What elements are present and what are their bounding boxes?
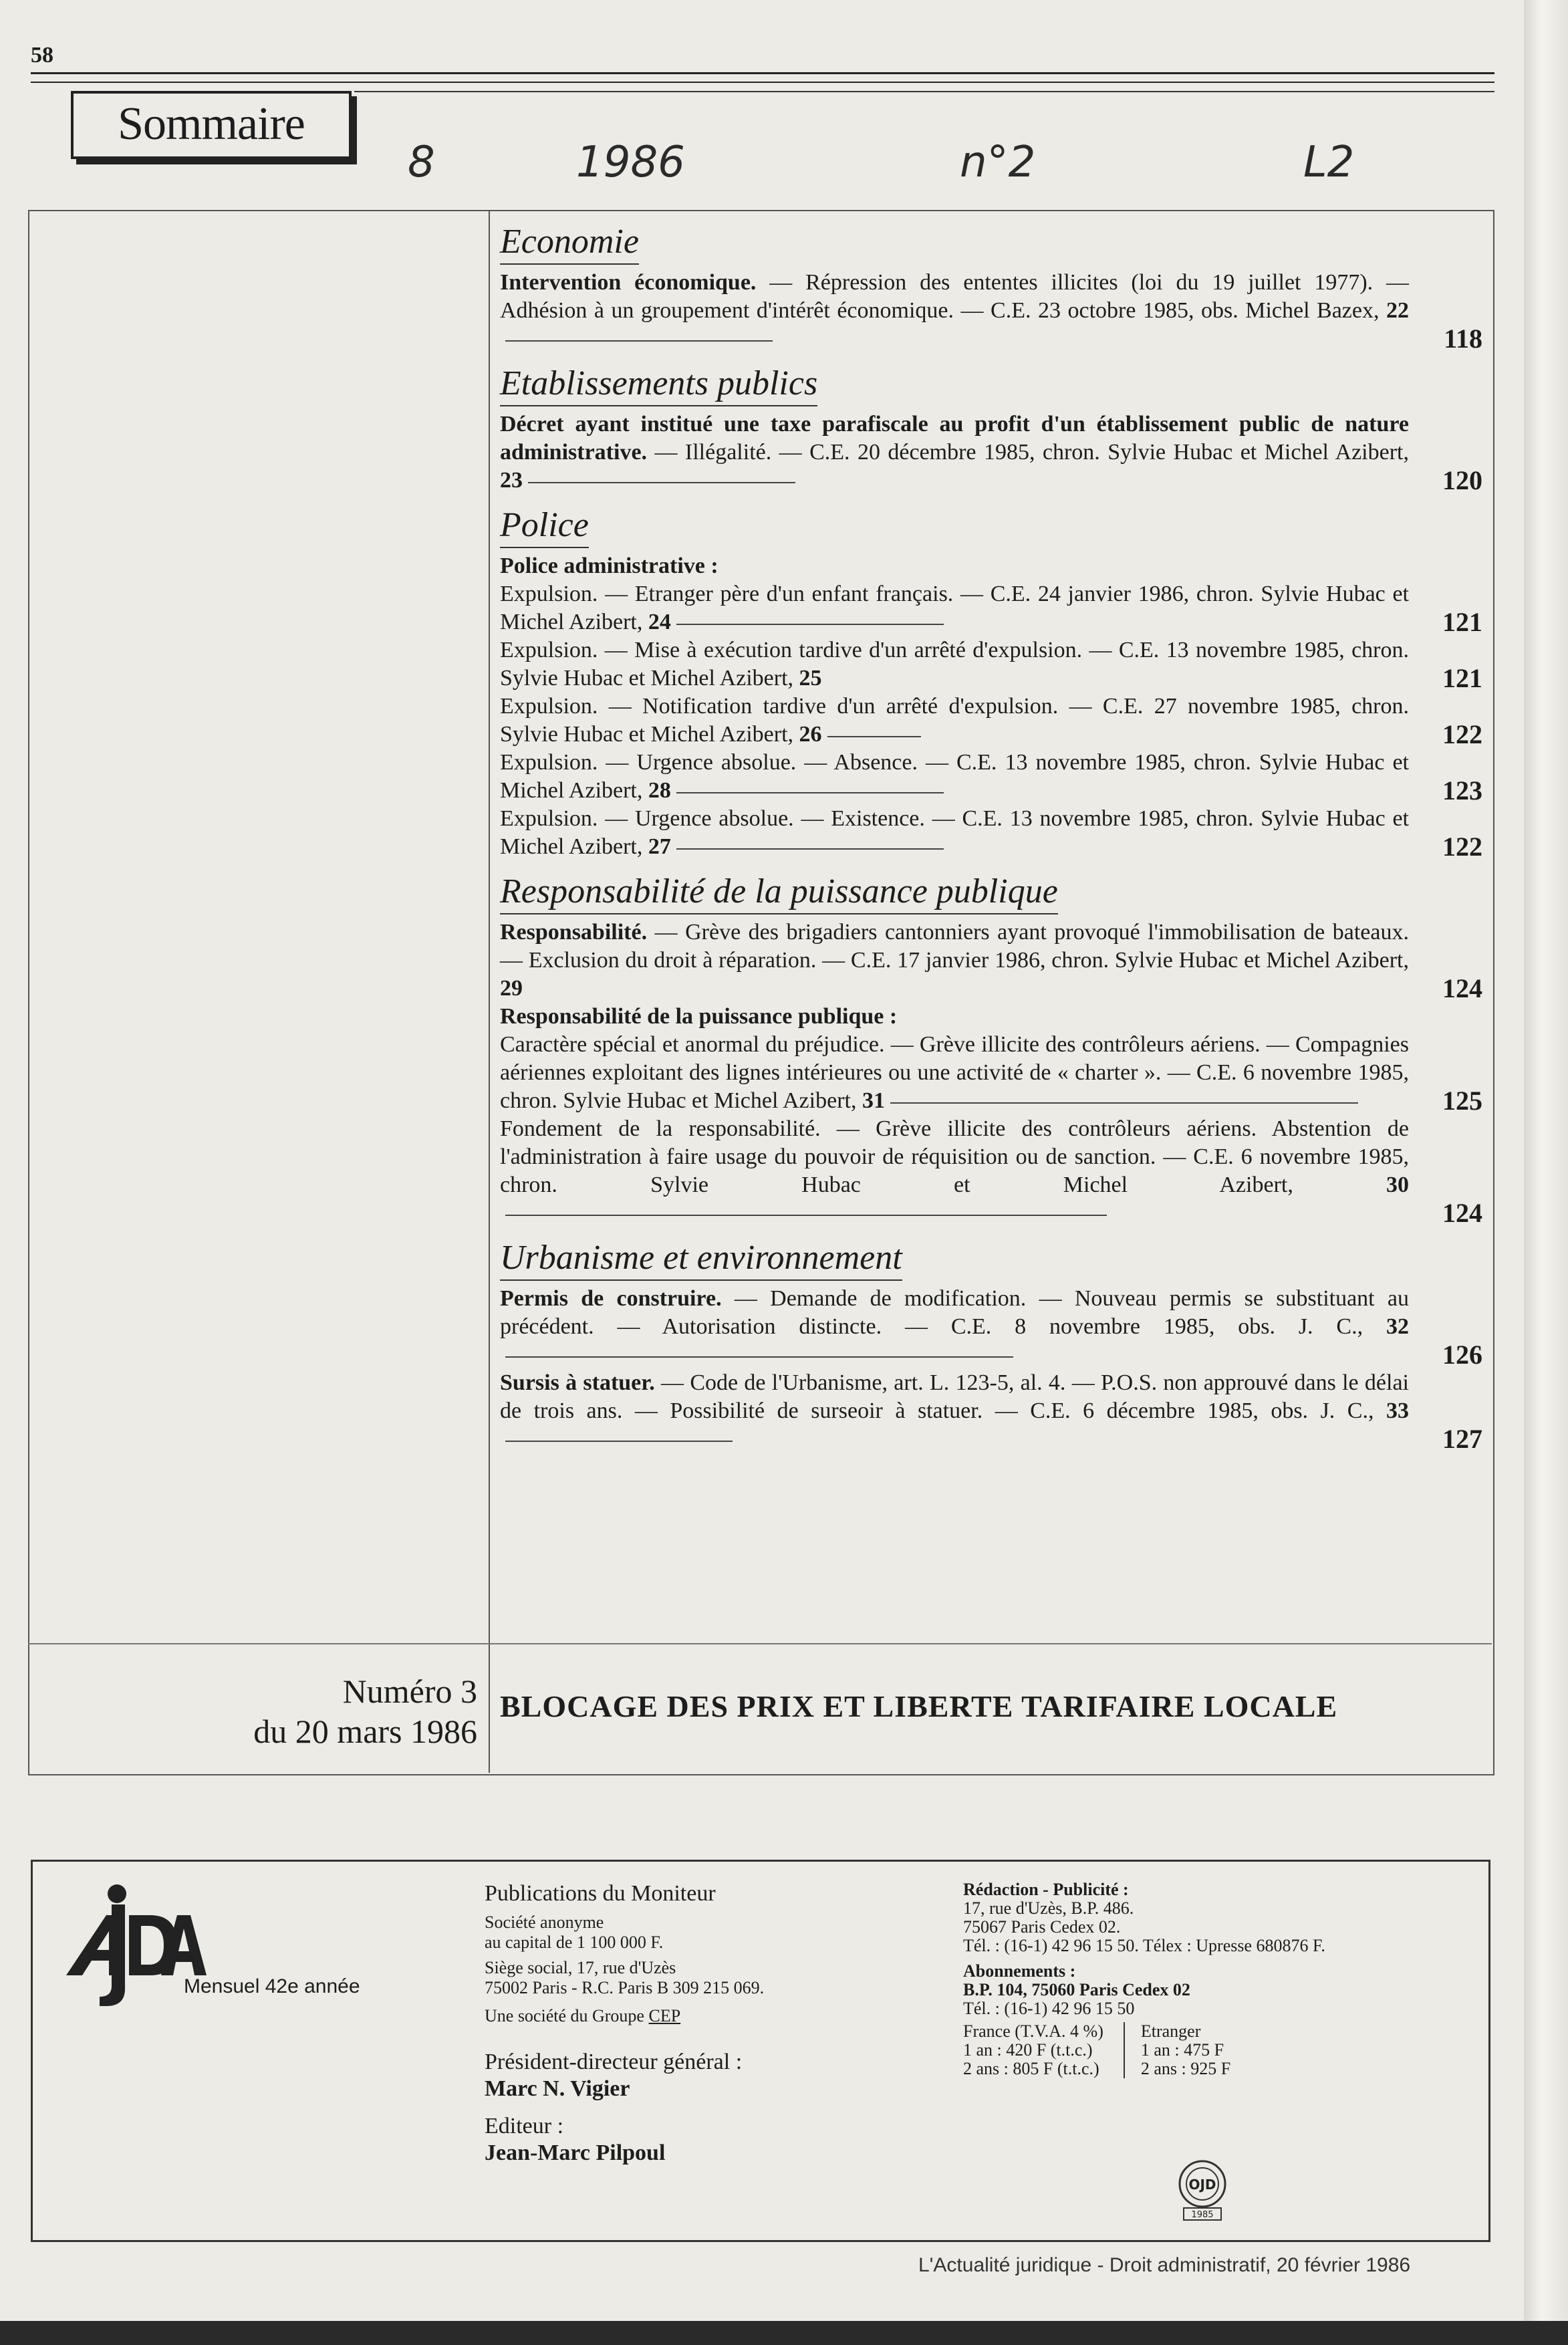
section-title: Responsabilité de la puissance publique [500,870,1058,914]
svg-text:OJD: OJD [1188,2177,1216,2193]
header-rule [31,72,1494,74]
etranger-price-2: 2 ans : 925 F [1140,2059,1231,2078]
toc-entry[interactable]: Expulsion. — Urgence absolue. — Absence. — C.E. 13 novembre 1985, chron. Sylvie Hubac et Michel Azibert, 28 123 [500,750,1482,806]
toc-entry[interactable]: Caractère spécial et anormal du préjudice. — Grève illicite des contrôleurs aériens. — Compagnies aériennes exploitant des lignes intérieures ou une activité de « charter ». — C.E. 6 novembre 1985, chron. Sylvie Hubac et Michel Azibert, 31 125 [500,1032,1482,1116]
pdg-name: Marc N. Vigier [485,2076,630,2101]
page-ref: 126 [1442,1340,1482,1370]
redaction-address: 17, rue d'Uzès, B.P. 486. [963,1898,1134,1918]
abonnements-title: Abonnements : [963,1961,1076,1981]
table-of-contents [500,221,1482,1463]
page-footer: L'Actualité juridique - Droit administratif, 20 février 1986 [918,2254,1411,2276]
company-type: Société anonyme [485,1912,604,1932]
subheading: Responsabilité de la puissance publique : [500,1004,898,1029]
page-ref: 118 [1444,324,1482,354]
section-police [500,504,1482,861]
section-title: Urbanisme et environnement [500,1237,902,1281]
page-ref: 127 [1442,1424,1482,1454]
frequency-label: Mensuel 42e année [184,1975,360,1997]
issue-number: Numéro 3 [342,1673,477,1710]
company-capital: au capital de 1 100 000 F. [485,1933,664,1952]
registered-office: Siège social, 17, rue d'Uzès [485,1958,676,1977]
groupe-line: Une société du Groupe CEP [485,2006,681,2025]
column-divider [489,210,490,1773]
colophon [31,1860,1490,2242]
subheading: Police administrative : [500,553,718,578]
toc-entry[interactable]: Sursis à statuer. — Code de l'Urbanisme, art. L. 123-5, al. 4. — P.O.S. non approuvé dans le délai de trois ans. — Possibilité de surseoir à statuer. — C.E. 6 décembre 1985, obs. J. C., 33 127 [500,1370,1482,1454]
page-ref: 121 [1442,663,1482,693]
section-responsabilite [500,870,1482,1227]
page-ref: 123 [1442,775,1482,806]
issue-date: du 20 mars 1986 [253,1713,477,1750]
section-economie [500,221,1482,353]
abonnements-phone: Tél. : (16-1) 42 96 15 50 [963,1999,1135,2018]
page-edge [1524,0,1568,2345]
editeur-label: Editeur : [485,2114,564,2138]
etranger-price-1: 1 an : 475 F [1140,2040,1224,2060]
section-title: Police [500,504,589,548]
section-urbanisme [500,1237,1482,1453]
page-ref: 125 [1442,1086,1482,1116]
handwritten-note: 1986 [576,138,685,187]
svg-text:1985: 1985 [1191,2210,1214,2220]
contact-info [963,1880,1484,2078]
etranger-title: Etranger [1140,2021,1201,2041]
handwritten-note: 8 [408,138,435,187]
section-title: Economie [500,221,639,265]
toc-entry[interactable]: Expulsion. — Etranger père d'un enfant français. — C.E. 24 janvier 1986, chron. Sylvie Hubac et Michel Azibert, 24 121 [500,582,1482,637]
registered-office-2: 75002 Paris - R.C. Paris B 309 215 069. [485,1978,765,1997]
next-issue-title: BLOCAGE DES PRIX ET LIBERTE TARIFAIRE LOCALE [500,1689,1338,1723]
toc-entry[interactable]: Responsabilité. — Grève des brigadiers cantonniers ayant provoqué l'immobilisation de bateaux. — Exclusion du droit à réparation. — C.E. 17 janvier 1986, chron. Sylvie Hubac et Michel Azibert, 29 124 [500,920,1482,1003]
next-issue [160,1671,477,1751]
toc-entry[interactable]: Décret ayant institué une taxe parafiscale au profit d'un établissement public de nature administrative. — Illégalité. — C.E. 20 décembre 1985, chron. Sylvie Hubac et Michel Azibert, 23 120 [500,412,1482,495]
page-ref: 124 [1442,973,1482,1003]
toc-entry[interactable]: Expulsion. — Mise à exécution tardive d'un arrêté d'expulsion. — C.E. 13 novembre 1985, chron. Sylvie Hubac et Michel Azibert, 25 121 [500,638,1482,693]
frame-separator [28,1643,1492,1644]
section-etablissements [500,362,1482,495]
page-ref: 122 [1442,719,1482,749]
subscription-prices [963,2022,1484,2078]
scan-border [0,2321,1568,2345]
sommaire-box [71,91,352,159]
page-ref: 120 [1442,465,1482,495]
france-price-2: 2 ans : 805 F (t.t.c.) [963,2059,1099,2078]
redaction-title: Rédaction - Publicité : [963,1880,1129,1899]
redaction-address: 75067 Paris Cedex 02. [963,1917,1121,1937]
france-price-1: 1 an : 420 F (t.t.c.) [963,2040,1093,2060]
pdg-label: Président-directeur général : [485,2050,743,2074]
toc-entry[interactable]: Intervention économique. — Répression des ententes illicites (loi du 19 juillet 1977). — Adhésion à un groupement d'intérêt économique. — C.E. 23 octobre 1985, obs. Michel Bazex, 22 118 [500,270,1482,354]
handwritten-note: n°2 [960,138,1036,187]
redaction-phone: Tél. : (16-1) 42 96 15 50. Télex : Upresse 680876 F. [963,1936,1325,1955]
toc-entry[interactable]: Permis de construire. — Demande de modification. — Nouveau permis se substituant au précédent. — Autorisation distincte. — C.E. 8 novembre 1985, obs. J. C., 32 126 [500,1286,1482,1370]
section-title: Etablissements publics [500,362,817,406]
abonnements-address: B.P. 104, 75060 Paris Cedex 02 [963,1980,1190,1999]
page-ref: 121 [1442,607,1482,637]
france-title: France (T.V.A. 4 %) [963,2021,1103,2041]
header-rule [31,82,1494,83]
publisher-info [485,1880,886,2167]
publisher-name: Publications du Moniteur [485,1881,716,1906]
page-ref: 124 [1442,1198,1482,1228]
toc-entry[interactable]: Expulsion. — Urgence absolue. — Existence. — C.E. 13 novembre 1985, chron. Sylvie Hubac et Michel Azibert, 27 122 [500,806,1482,862]
header-rule [354,91,1494,92]
editeur-name: Jean-Marc Pilpoul [485,2140,666,2165]
handwritten-note: L2 [1303,138,1355,187]
toc-entry[interactable]: Fondement de la responsabilité. — Grève illicite des contrôleurs aériens. Abstention de l'administration à faire usage du pouvoir de réquisition ou de sanction. — C.E. 6 novembre 1985, chron. Sylvie Hubac et Michel Azibert, 30 124 [500,1116,1482,1228]
page-title: Sommaire [118,98,305,150]
page-ref: 122 [1442,832,1482,862]
ojd-seal-icon [1169,2156,1236,2223]
toc-entry[interactable]: Expulsion. — Notification tardive d'un arrêté d'expulsion. — C.E. 27 novembre 1985, chron. Sylvie Hubac et Michel Azibert, 26 122 [500,694,1482,749]
page-number: 58 [31,43,53,68]
